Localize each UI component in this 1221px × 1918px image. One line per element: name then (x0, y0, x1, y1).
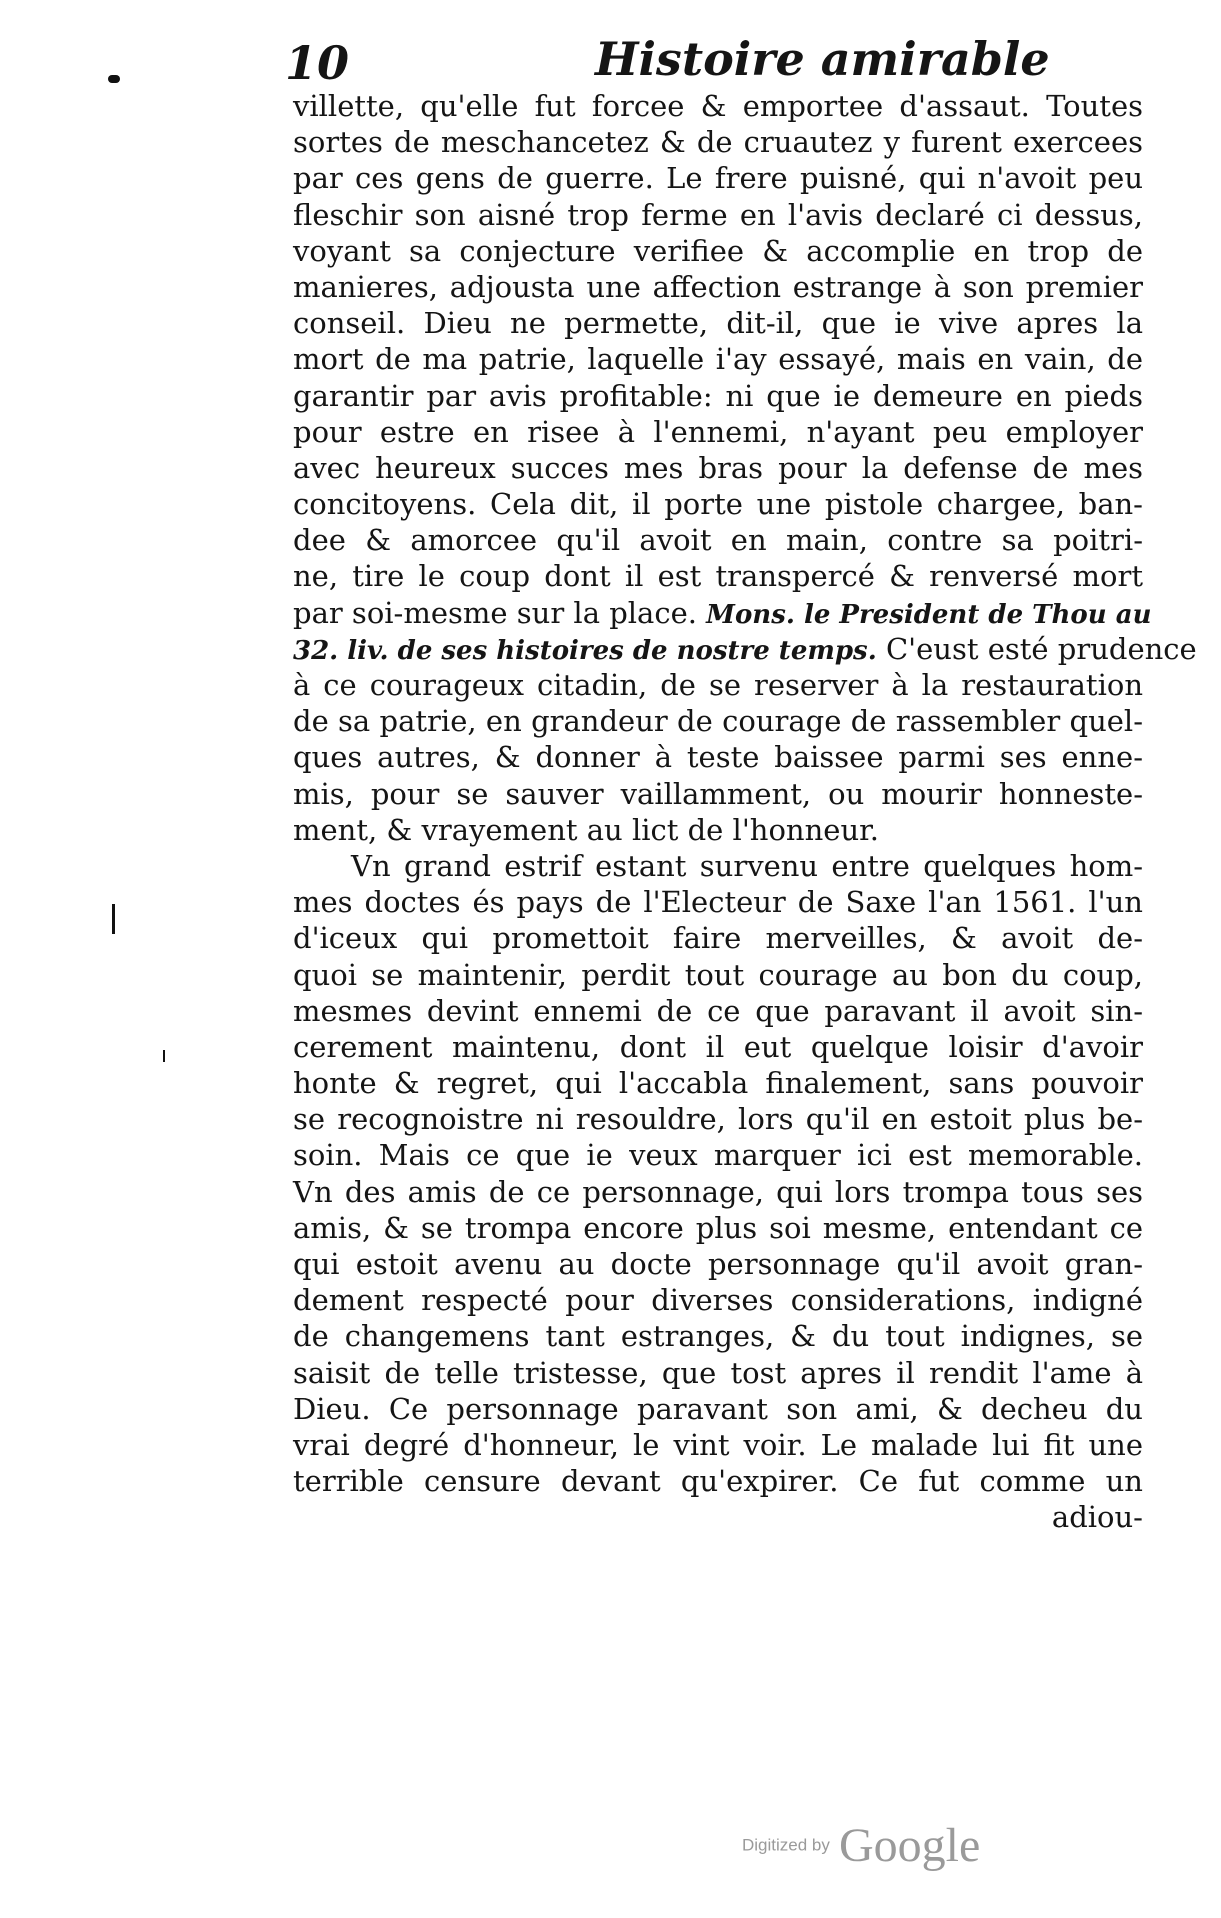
text-line: vrai degré d'honneur, le vint voir. Le malade lui fit une (293, 1427, 1143, 1462)
text-line: pour estre en risee à l'ennemi, n'ayant peu employer (293, 414, 1143, 449)
text-line: d'iceux qui promettoit faire merveilles, & avoit de- (293, 921, 1143, 956)
text-line: à ce courageux citadin, de se reserver à la restauration (293, 668, 1143, 702)
text-line: voyant sa conjecture verifiee & accomplie en trop de (293, 233, 1143, 268)
text-line-with-reference (293, 631, 1197, 667)
text-line: fleschir son aisné trop ferme en l'avis declaré ci dessus, (293, 197, 1143, 232)
digitization-watermark (742, 1818, 980, 1873)
catchword: adiou- (1051, 1500, 1143, 1535)
text-line: ques autres, & donner à teste baissee parmi ses enne- (293, 740, 1143, 775)
text-line: ne, tire le coup dont il est transpercé & renversé mort (293, 559, 1143, 594)
text-segment: par soi-mesme sur la place. (293, 595, 697, 630)
text-line: conseil. Dieu ne permette, dit-il, que ie vive apres la (293, 306, 1143, 341)
google-logo: Google (838, 1819, 981, 1872)
text-line: saisit de telle tristesse, que tost apres il rendit l'ame à (293, 1355, 1143, 1390)
ink-stroke (112, 904, 115, 934)
text-line: concitoyens. Cela dit, il porte une pistole chargee, ban- (293, 487, 1143, 522)
text-line: cerement maintenu, dont il eut quelque loisir d'avoir (293, 1029, 1143, 1064)
text-line: de sa patrie, en grandeur de courage de rassembler quel- (293, 704, 1143, 739)
text-line: qui estoit avenu au docte personnage qu'il avoit gran- (293, 1247, 1143, 1281)
text-line: honte & regret, qui l'accabla finalement, sans pouvoir (293, 1066, 1143, 1101)
text-line: amis, & se trompa encore plus soi mesme, entendant ce (293, 1210, 1143, 1245)
page-number: 10 (285, 36, 350, 90)
text-line: avec heureux succes mes bras pour la defense de mes (293, 450, 1143, 485)
text-line: sortes de meschancetez & de cruautez y furent exercees (293, 125, 1143, 160)
text-line-with-reference (293, 595, 1152, 631)
text-line: garantir par avis profitable: ni que ie demeure en pieds (293, 378, 1143, 413)
text-line: mes doctes és pays de l'Electeur de Saxe l'an 1561. l'un (293, 885, 1143, 920)
text-line: Dieu. Ce personnage paravant son ami, & decheu du (293, 1391, 1143, 1426)
ink-tick (163, 1050, 165, 1062)
body-text (293, 88, 1197, 1536)
citation-reference: Mons. le President de Thou au (706, 599, 1152, 630)
text-line: terrible censure devant qu'expirer. Ce fut comme un (293, 1464, 1143, 1499)
text-line: par ces gens de guerre. Le frere puisné, qui n'avoit peu (293, 161, 1143, 196)
text-line: soin. Mais ce que ie veux marquer ici est memorable. (293, 1138, 1143, 1173)
watermark-label: Digitized by (742, 1835, 830, 1855)
text-line: manieres, adjousta une affection estrange à son premier (293, 269, 1143, 304)
text-segment: C'eust esté prudence (885, 631, 1197, 666)
page-header (285, 32, 1185, 92)
text-line: mis, pour se sauver vaillamment, ou mourir honneste- (293, 776, 1143, 811)
running-title: Histoire amirable (595, 32, 1050, 86)
text-line: Vn des amis de ce personnage, qui lors trompa tous ses (293, 1174, 1143, 1209)
paragraph-start-line: Vn grand estrif estant survenu entre quelques hom- (351, 848, 1143, 883)
text-line: mesmes devint ennemi de ce que paravant il avoit sin- (293, 993, 1143, 1028)
text-line: dee & amorcee qu'il avoit en main, contre sa poitri- (293, 523, 1143, 558)
ink-dot (108, 75, 120, 83)
citation-reference: 32. liv. de ses histoires de nostre temps. (293, 635, 877, 666)
text-line: dement respecté pour diverses considerations, indigné (293, 1283, 1143, 1318)
text-line: quoi se maintenir, perdit tout courage au bon du coup, (293, 957, 1143, 992)
text-line: villette, qu'elle fut forcee & emportee d'assaut. Toutes (293, 89, 1143, 123)
text-line: se recognoistre ni resouldre, lors qu'il en estoit plus be- (293, 1102, 1143, 1137)
text-line: de changemens tant estranges, & du tout indignes, se (293, 1319, 1143, 1354)
text-line: mort de ma patrie, laquelle i'ay essayé, mais en vain, de (293, 342, 1143, 377)
paragraph-end-line: ment, & vrayement au lict de l'honneur. (293, 812, 880, 847)
